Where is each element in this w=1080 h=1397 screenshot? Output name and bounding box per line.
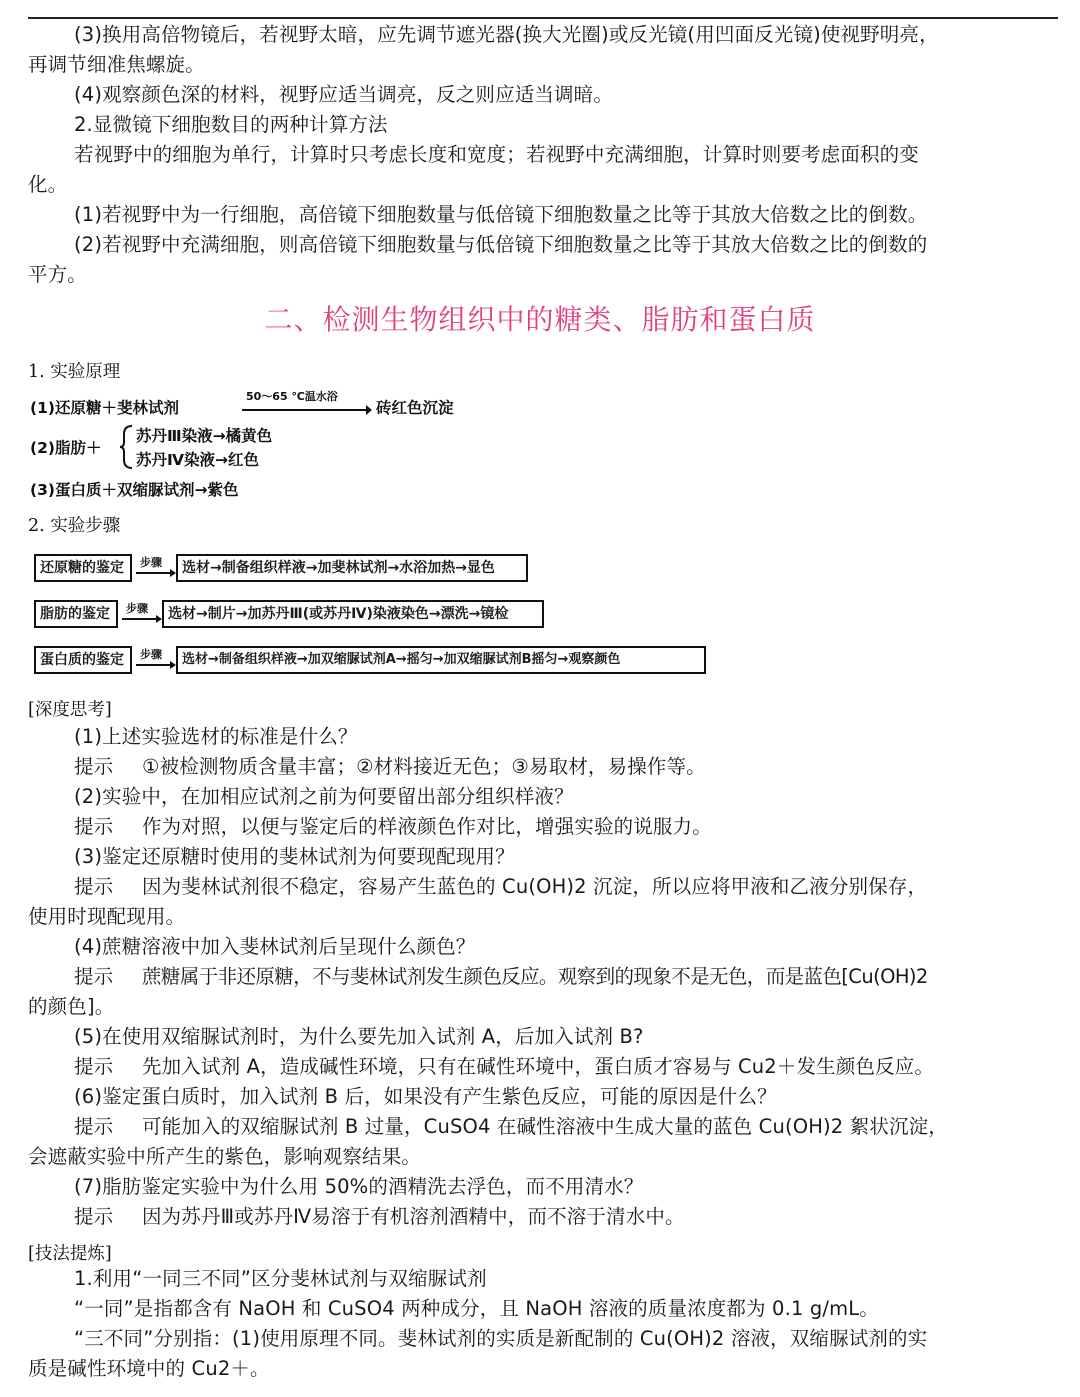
paragraph-step4: (4)观察颜色深的材料，视野应适当调亮，反之则应适当调暗。 [74,83,613,106]
paragraph-step3 [28,20,1058,50]
answer-6-cont: 会遮蔽实验中所产生的紫色，影响观察结果。 [28,1145,422,1168]
question-4: (4)蔗糖溶液中加入斐林试剂后呈现什么颜色？ [74,935,476,958]
answer-2 [28,812,1058,842]
answer-text: 因为斐林试剂很不稳定，容易产生蓝色的 Cu(OH)2 沉淀，所以应将甲液和乙液分别保存， [142,875,928,898]
subheading-cell-count: 2.显微镜下细胞数目的两种计算方法 [74,113,388,136]
step-flow-protein: 选材→制备组织样液→加双缩脲试剂A→摇匀→加双缩脲试剂B摇匀→观察颜色 [176,646,706,674]
answer-4 [28,962,1058,992]
skill-point-3: “三不同”分别指：(1)使用原理不同。斐林试剂的实质是新配制的 Cu(OH)2 溶液，双缩脲试剂的实 [74,1327,928,1350]
skill-point-2: “一同”是指都含有 NaOH 和 CuSO4 两种成分，且 NaOH 溶液的质量浓度都为 0.1 g/mL。 [74,1297,879,1320]
arrow-icon [136,660,176,670]
reaction-2-a: 苏丹Ⅲ染液→橘黄色 [136,427,273,445]
brace-icon [120,424,134,470]
arrow-icon [136,568,176,578]
reaction-1-result: 砖红色沉淀 [376,399,454,417]
answer-text: 蔗糖属于非还原糖，不与斐林试剂发生颜色反应。观察到的现象不是无色，而是蓝色[Cu(OH)2 [142,965,928,988]
hint-label: 提示 [74,755,114,778]
step-word: 步骤 [140,556,162,569]
hint-label: 提示 [74,875,114,898]
question-2: (2)实验中，在加相应试剂之前为何要留出部分组织样液？ [74,785,574,808]
hint-label: 提示 [74,1055,114,1078]
answer-text: 作为对照，以便与鉴定后的样液颜色作对比，增强实验的说服力。 [142,815,712,838]
section-title: 二、检测生物组织中的糖类、脂肪和蛋白质 [264,303,816,336]
principle-label: 1. 实验原理 [28,362,121,382]
paragraph-intro-cont: 化。 [28,173,68,196]
reaction-1-left: (1)还原糖＋斐林试剂 [30,399,179,417]
answer-6 [28,1112,1058,1142]
step-word: 步骤 [126,602,148,615]
paragraph-case2-cont: 平方。 [28,263,87,286]
step-name-fat: 脂肪的鉴定 [34,600,118,628]
reaction-2-b: 苏丹Ⅳ染液→红色 [136,451,260,469]
reaction-2-left: (2)脂肪＋ [30,439,102,457]
reaction-arrow-icon [242,404,372,416]
answer-3-cont: 使用时现配现用。 [28,905,186,928]
paragraph-case1: (1)若视野中为一行细胞，高倍镜下细胞数量与低倍镜下细胞数量之比等于其放大倍数之比的倒数。 [74,203,928,226]
answer-text: ①被检测物质含量丰富；②材料接近无色；③易取材，易操作等。 [142,755,706,778]
question-6: (6)鉴定蛋白质时，加入试剂 B 后，如果没有产生紫色反应，可能的原因是什么？ [74,1085,777,1108]
answer-1 [28,752,1058,782]
question-1: (1)上述实验选材的标准是什么？ [74,725,358,748]
answer-7 [28,1202,1058,1232]
question-7: (7)脂肪鉴定实验中为什么用 50%的酒精洗去浮色，而不用清水？ [74,1175,644,1198]
skill-label: [技法提炼] [28,1244,112,1264]
question-3: (3)鉴定还原糖时使用的斐林试剂为何要现配现用？ [74,845,515,868]
reaction-3: (3)蛋白质＋双缩脲试剂→紫色 [30,481,239,499]
hint-label: 提示 [74,1205,114,1228]
arrow-icon [122,614,162,624]
question-5: (5)在使用双缩脲试剂时，为什么要先加入试剂 A，后加入试剂 B? [74,1025,644,1048]
paragraph-line: (3)换用高倍物镜后，若视野太暗，应先调节遮光器(换大光圈)或反光镜(用凹面反光镜)使视野明亮， [74,23,939,46]
principle-figure [28,386,490,500]
paragraph-line: 再调节细准焦螺旋。 [28,53,205,76]
step-flow-sugar: 选材→制备组织样液→加斐林试剂→水浴加热→显色 [176,554,528,582]
paragraph-intro: 若视野中的细胞为单行，计算时只考虑长度和宽度；若视野中充满细胞，计算时则要考虑面积的变 [74,143,919,166]
step-name-sugar: 还原糖的鉴定 [34,554,132,582]
steps-figure [28,544,713,678]
answer-4-cont: 的颜色]。 [28,995,115,1018]
paragraph-step3-cont [28,50,1058,80]
step-flow-fat: 选材→制片→加苏丹Ⅲ(或苏丹Ⅳ)染液染色→漂洗→镜检 [162,600,544,628]
hint-label: 提示 [74,965,114,988]
answer-3 [28,872,1058,902]
steps-label: 2. 实验步骤 [28,516,121,536]
answer-text: 先加入试剂 A，造成碱性环境，只有在碱性环境中，蛋白质才容易与 Cu2＋发生颜色反应。 [142,1055,935,1078]
hint-label: 提示 [74,1115,114,1138]
reaction-1-condition: 50～65 ℃温水浴 [246,390,338,403]
deep-thinking-label: [深度思考] [28,700,112,720]
skill-point-3-cont: 质是碱性环境中的 Cu2＋。 [28,1357,270,1380]
answer-text: 因为苏丹Ⅲ或苏丹Ⅳ易溶于有机溶剂酒精中，而不溶于清水中。 [142,1205,685,1228]
hint-label: 提示 [74,815,114,838]
paragraph-case2: (2)若视野中充满细胞，则高倍镜下细胞数量与低倍镜下细胞数量之比等于其放大倍数之比的倒数的 [74,233,928,256]
answer-text: 可能加入的双缩脲试剂 B 过量，CuSO4 在碱性溶液中生成大量的蓝色 Cu(OH)2 絮状沉淀， [142,1115,948,1138]
step-name-protein: 蛋白质的鉴定 [34,646,132,674]
answer-5 [28,1052,1058,1082]
step-word: 步骤 [140,648,162,661]
skill-point-1: 1.利用“一同三不同”区分斐林试剂与双缩脲试剂 [74,1267,487,1290]
top-rule [28,17,1058,19]
